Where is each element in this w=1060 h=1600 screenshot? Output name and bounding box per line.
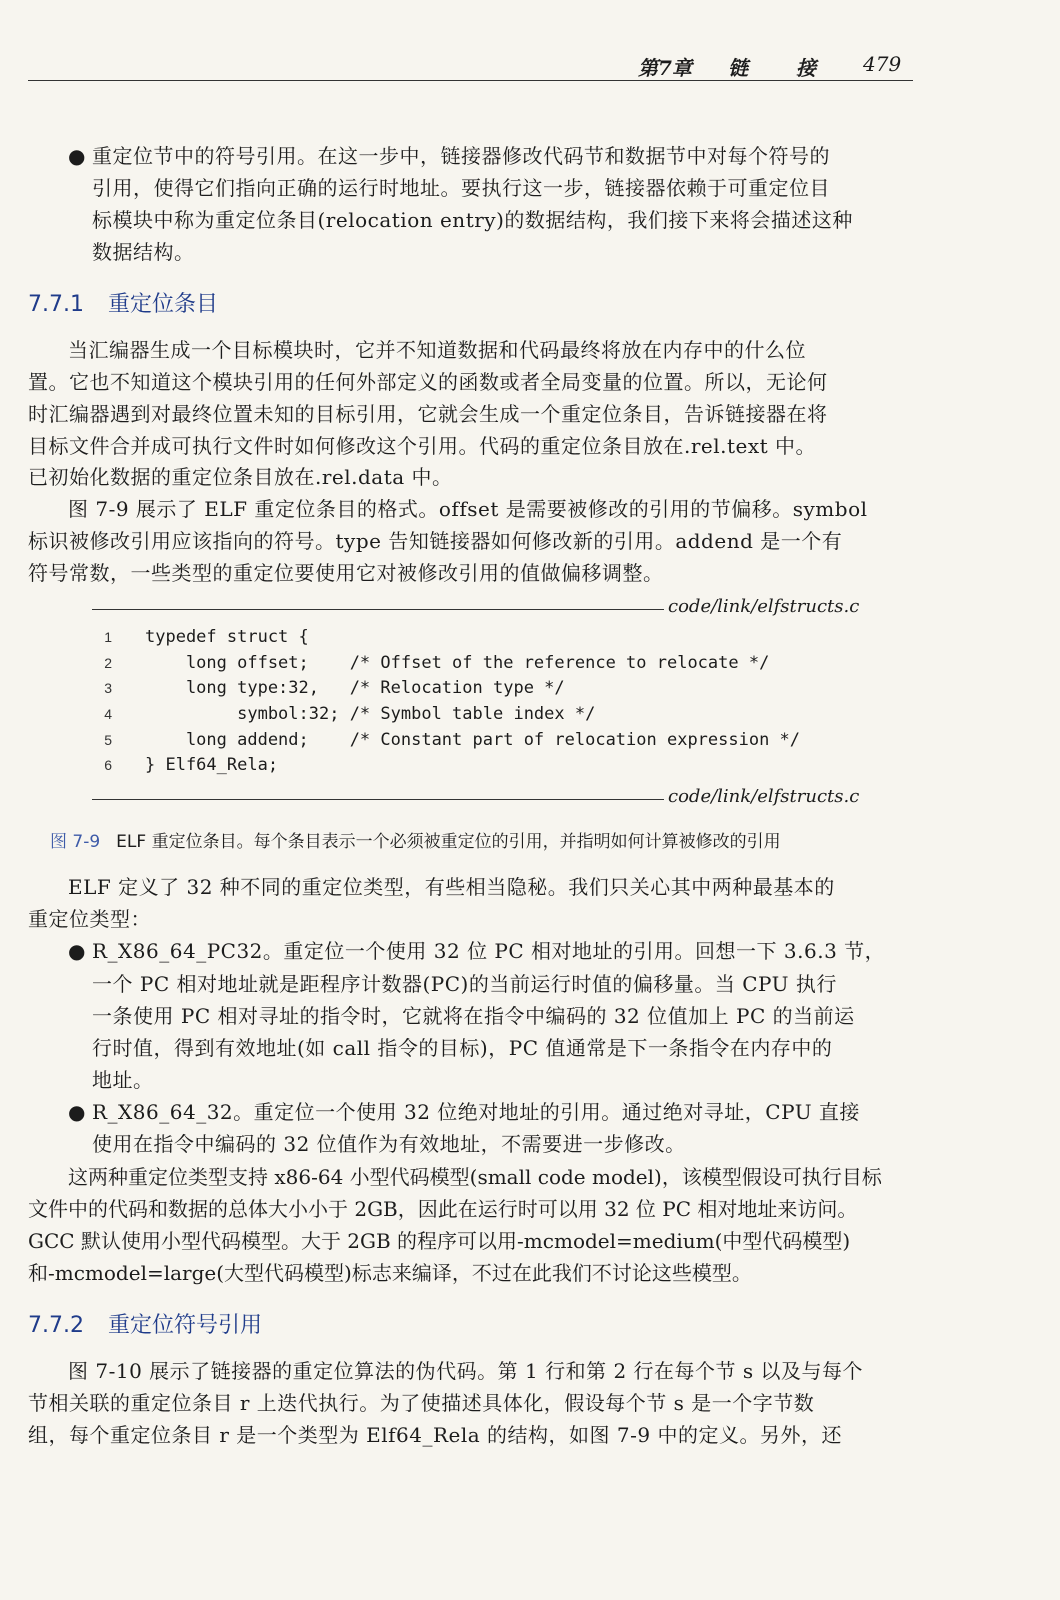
code-line-number: 3 <box>104 680 112 696</box>
text-line: R_X86_64_PC32。重定位一个使用 32 位 PC 相对地址的引用。回想一下 3.6.3 节， <box>92 939 886 963</box>
code-rule-top <box>92 609 664 610</box>
bullet-dot: ● <box>68 1100 86 1124</box>
section-number: 7.7.1 <box>28 292 84 317</box>
code-line: typedef struct { <box>145 627 309 647</box>
section-title: 重定位条目 <box>108 292 219 317</box>
text-line: R_X86_64_32。重定位一个使用 32 位绝对地址的引用。通过绝对寻址，CPU 直接 <box>92 1100 860 1124</box>
text-line: ELF 定义了 32 种不同的重定位类型，有些相当隐秘。我们只关心其中两种最基本的 <box>68 875 835 899</box>
code-line-number: 1 <box>104 629 112 645</box>
code-line-number: 5 <box>104 732 112 748</box>
code-line-number: 4 <box>104 706 112 722</box>
text-line: 符号常数，一些类型的重定位要使用它对被修改引用的值做偏移调整。 <box>28 561 664 585</box>
text-line: 已初始化数据的重定位条目放在.rel.data 中。 <box>28 465 453 489</box>
text-line: 节相关联的重定位条目 r 上迭代执行。为了使描述具体化，假设每个节 s 是一个字节数 <box>28 1391 815 1415</box>
bullet-dot: ● <box>68 939 86 963</box>
figure-caption <box>50 830 781 854</box>
text-line: 重定位类型： <box>28 907 151 931</box>
code-line-number: 2 <box>104 655 112 671</box>
code-line: long addend; /* Constant part of relocation expression */ <box>145 730 801 750</box>
code-line: symbol:32; /* Symbol table index */ <box>145 704 596 724</box>
text-line: 时汇编器遇到对最终位置未知的目标引用，它就会生成一个重定位条目，告诉链接器在将 <box>28 402 828 426</box>
code-filename: code/link/elfstructs.c <box>668 786 860 807</box>
chapter-title-char: 接 <box>796 56 816 80</box>
text-line: 一个 PC 相对地址就是距程序计数器(PC)的当前运行时值的偏移量。当 CPU 执行 <box>92 972 837 996</box>
text-line: GCC 默认使用小型代码模型。大于 2GB 的程序可以用-mcmodel=medium(中型代码模型) <box>28 1229 851 1253</box>
text-line: 文件中的代码和数据的总体大小小于 2GB，因此在运行时可以用 32 位 PC 相对地址来访问。 <box>28 1197 858 1221</box>
code-line: } Elf64_Rela; <box>145 755 279 775</box>
text-line: 一条使用 PC 相对寻址的指令时，它就将在指令中编码的 32 位值加上 PC 的当前运 <box>92 1004 855 1028</box>
text-line: 行时值，得到有效地址(如 call 指令的目标)，PC 值通常是下一条指令在内存中的 <box>92 1036 833 1060</box>
section-title: 重定位符号引用 <box>108 1313 263 1338</box>
figure-label: 图 7-9 <box>50 832 101 852</box>
text-line: 这两种重定位类型支持 x86-64 小型代码模型(small code model)，该模型假设可执行目标 <box>68 1165 882 1189</box>
bullet-dot: ● <box>68 144 86 168</box>
running-header <box>28 50 913 81</box>
section-number: 7.7.2 <box>28 1313 84 1338</box>
text-line: 标模块中称为重定位条目(relocation entry)的数据结构，我们接下来将会描述这种 <box>92 208 853 232</box>
page-number: 479 <box>863 52 902 76</box>
text-line: 当汇编器生成一个目标模块时，它并不知道数据和代码最终将放在内存中的什么位 <box>68 338 806 362</box>
text-line: 数据结构。 <box>92 240 195 264</box>
text-line: 重定位节中的符号引用。在这一步中，链接器修改代码节和数据节中对每个符号的 <box>92 144 830 168</box>
text-line: 组，每个重定位条目 r 是一个类型为 Elf64_Rela 的结构，如图 7-9 中的定义。另外，还 <box>28 1423 842 1447</box>
chapter-label: 第7章 <box>638 56 692 80</box>
text-line: 标识被修改引用应该指向的符号。type 告知链接器如何修改新的引用。addend 是一个有 <box>28 529 843 553</box>
text-line: 置。它也不知道这个模块引用的任何外部定义的函数或者全局变量的位置。所以，无论何 <box>28 370 828 394</box>
text-line: 引用，使得它们指向正确的运行时地址。要执行这一步，链接器依赖于可重定位目 <box>92 176 830 200</box>
text-line: 目标文件合并成可执行文件时如何修改这个引用。代码的重定位条目放在.rel.text 中。 <box>28 434 817 458</box>
text-line: 使用在指令中编码的 32 位值作为有效地址，不需要进一步修改。 <box>92 1132 686 1156</box>
section-heading <box>28 290 218 320</box>
text-line: 地址。 <box>92 1068 154 1092</box>
code-line: long type:32, /* Relocation type */ <box>145 678 565 698</box>
code-line: long offset; /* Offset of the reference to relocate */ <box>145 653 770 673</box>
text-line: 图 7-9 展示了 ELF 重定位条目的格式。offset 是需要被修改的引用的节偏移。symbol <box>68 497 868 521</box>
chapter-title-char: 链 <box>728 56 748 80</box>
section-heading <box>28 1311 262 1341</box>
code-line-number: 6 <box>104 757 112 773</box>
text-line: 图 7-10 展示了链接器的重定位算法的伪代码。第 1 行和第 2 行在每个节 s 以及与每个 <box>68 1359 864 1383</box>
code-rule-bottom <box>92 799 664 800</box>
code-filename: code/link/elfstructs.c <box>668 596 860 617</box>
text-line: 和-mcmodel=large(大型代码模型)标志来编译，不过在此我们不讨论这些模型。 <box>28 1261 752 1285</box>
figure-caption-text: ELF 重定位条目。每个条目表示一个必须被重定位的引用，并指明如何计算被修改的引用 <box>116 832 781 852</box>
